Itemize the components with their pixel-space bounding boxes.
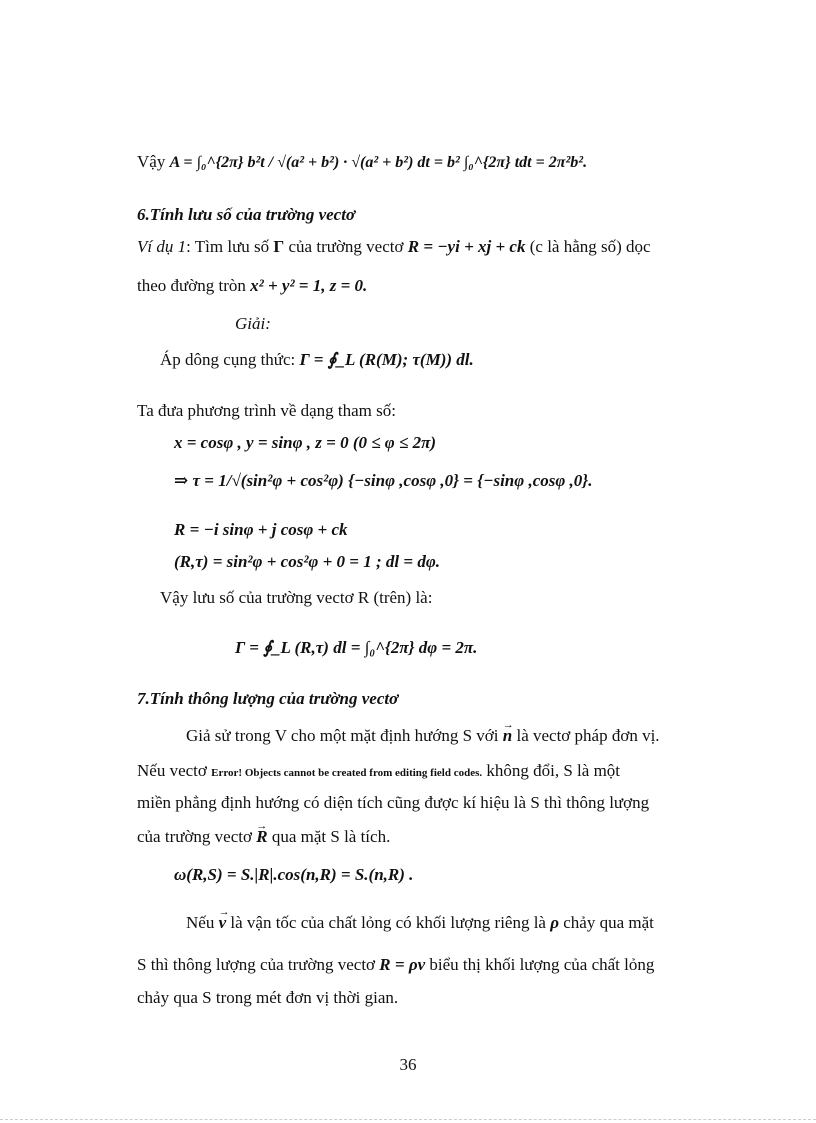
- apply-text: Áp dông cụng thức:: [160, 350, 296, 369]
- flux-paragraph-line-2: [137, 760, 620, 784]
- result-line-A: [137, 134, 587, 190]
- unit-normal-n: → n: [503, 725, 512, 747]
- solution-label: Giải:: [235, 314, 271, 333]
- flux-p1-text-a: Giả sử trong V cho một mặt định hướng S với: [186, 726, 499, 745]
- flux-p6-text-a: S thì thông lượng của trường vectơ: [137, 955, 376, 974]
- gamma-symbol: Γ: [273, 237, 285, 256]
- flux-p5-text-b: là vận tốc của chất lỏng có khối lượng riêng là: [230, 913, 546, 932]
- example-1-text-b: của trường vectơ: [288, 237, 404, 256]
- result-formula: A = ∫₀^{2π} b²t / √(a² + b²) · √(a² + b²) dt = b² ∫₀^{2π} tdt = 2π²b².: [169, 154, 588, 171]
- density-rho: ρ: [550, 913, 559, 932]
- flux-paragraph-line-4: [137, 826, 390, 848]
- vector-R: → R: [256, 826, 267, 848]
- example-1-label: Ví dụ 1: [137, 237, 187, 256]
- velocity-v: → v: [219, 912, 227, 934]
- circulation-result-formula: Γ = ∮_L (R,τ) dl = ∫₀^{2π} dφ = 2π.: [235, 638, 478, 657]
- flux-p6-text-b: biểu thị khối lượng của chất lỏng: [429, 955, 655, 974]
- circulation-formula: Γ = ∮_L (R(M); τ(M)) dl.: [299, 350, 474, 369]
- tau-equation: ⇒ τ = 1/√(sin²φ + cos²φ) {−sinφ ,cosφ ,0} = {−sinφ ,cosφ ,0}.: [174, 471, 593, 490]
- R-equals-rho-v: R = ρv: [379, 955, 426, 974]
- section-6-heading: 6.Tính lưu số của trường vectơ: [137, 205, 356, 224]
- flux-p5-text-c: chảy qua mặt: [563, 913, 654, 932]
- apply-formula-line: [160, 349, 474, 371]
- flux-paragraph-line-5: [186, 912, 654, 934]
- field-code-error: Error! Objects cannot be created from editing field codes.: [211, 767, 483, 779]
- page-number: 36: [399, 1055, 417, 1074]
- flux-p2-text-b: không đổi, S là một: [486, 761, 621, 780]
- flux-paragraph-line-6: [137, 954, 654, 976]
- flux-p1-text-b: là vectơ pháp đơn vị.: [516, 726, 660, 745]
- circle-equation: x² + y² = 1, z = 0.: [250, 276, 368, 295]
- dot-product-equation: (R,τ) = sin²φ + cos²φ + 0 = 1 ; dl = dφ.: [174, 552, 441, 571]
- section-7-heading: 7.Tính thông lượng của trường vectơ: [137, 689, 399, 708]
- result-label: Vậy: [137, 152, 166, 171]
- example-1-line-1: [137, 236, 651, 258]
- circulation-result-intro: Vậy lưu số của trường vectơ R (trên) là:: [160, 588, 433, 607]
- R-parametric: R = −i sinφ + j cosφ + ck: [174, 520, 348, 539]
- circle-text: theo đường tròn: [137, 276, 246, 295]
- flux-p2-text-a: Nếu vectơ: [137, 761, 207, 780]
- example-1-line-2: [137, 275, 367, 297]
- example-1-text-a: : Tìm lưu số: [186, 237, 270, 256]
- flux-paragraph-line-7: chảy qua S trong mét đơn vị thời gian.: [137, 988, 399, 1007]
- flux-p4-text-b: qua mặt S là tích.: [271, 827, 391, 846]
- parametric-equation: x = cosφ , y = sinφ , z = 0 (0 ≤ φ ≤ 2π): [174, 433, 437, 452]
- flux-p4-text-a: của trường vectơ: [137, 827, 252, 846]
- example-1-text-c: (c là hằng số) dọc: [529, 237, 651, 256]
- flux-formula: ω(R,S) = S.|R|.cos(n,R) = S.(n,R) .: [174, 865, 414, 884]
- field-R-formula: R = −yi + xj + ck: [407, 237, 526, 256]
- flux-paragraph-line-3: miền phẳng định hướng có diện tích cũng được kí hiệu là S thì thông lượng: [137, 793, 650, 812]
- page-bottom-divider: [0, 1119, 816, 1120]
- flux-paragraph-line-1: [186, 725, 660, 747]
- parametric-intro: Ta đưa phương trình về dạng tham số:: [137, 401, 396, 420]
- flux-p5-text-a: Nếu: [186, 913, 215, 932]
